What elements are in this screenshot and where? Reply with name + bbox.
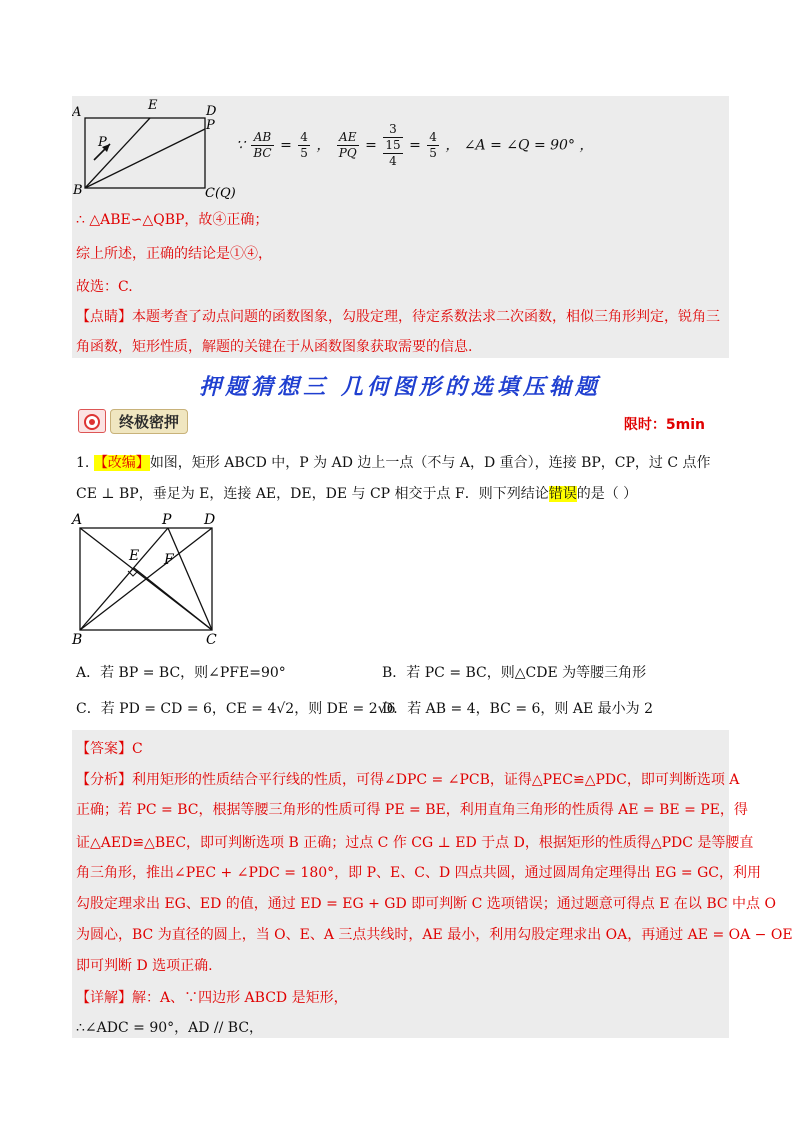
comment-line-2: 角函数，矩形性质，解题的关键在于从函数图象获取需要的信息. xyxy=(76,339,473,355)
qlabel-A: A xyxy=(72,512,83,528)
detail-line-2: ∴∠ADC = 90°，AD // BC， xyxy=(76,1020,264,1036)
analysis-line-1: 【分析】利用矩形的性质结合平行线的性质，可得∠DPC = ∠PCB，证得△PEC≌△PDC，即可判断选项 A xyxy=(76,772,740,788)
fraction-3-15-4: 3 15 4 xyxy=(385,122,401,168)
time-limit: 限时：5min xyxy=(623,417,705,433)
analysis-line-2: 正确；若 PC = BC，根据等腰三角形的性质可得 PE = BE，利用直角三角形的性质得 AE = BE = PE，得 xyxy=(76,802,748,818)
option-a[interactable]: A．若 BP = BC，则∠PFE=90° xyxy=(76,665,286,681)
section-badge xyxy=(78,408,188,434)
question-number: 1. xyxy=(76,455,90,471)
detail-tag: 【详解】 xyxy=(76,990,132,1006)
conclusion-line-3: 故选：C. xyxy=(76,279,133,295)
analysis-line-3: 证△AED≌△BEC，即可判断选项 B 正确；过点 C 作 CG ⊥ ED 于点 D，根据矩形的性质得△PDC 是等腰直 xyxy=(76,835,754,851)
qlabel-D: D xyxy=(204,512,216,528)
option-d[interactable]: D．若 AB = 4，BC = 6，则 AE 最小为 2 xyxy=(382,701,653,717)
label-CQ: C(Q) xyxy=(205,186,236,201)
section-title: 押题猜想三 几何图形的选填压轴题 xyxy=(199,375,601,400)
label-P-right: P xyxy=(206,118,215,133)
analysis-line-5: 勾股定理求出 EG、ED 的值，通过 ED = EG + GD 即可判断 C 选项错误；通过题意可得点 E 在以 BC 中点 O xyxy=(76,896,776,912)
label-B: B xyxy=(73,183,83,198)
top-rectangle-figure xyxy=(72,96,242,206)
question-figure xyxy=(70,508,230,648)
fraction-4-5-b: $\frac{4}{5}$ xyxy=(429,130,437,160)
question-line-1: 1. 【改编】如图，矩形 ABCD 中，P 为 AD 边上一点（不与 A，D 重合），连接 BP，CP，过 C 点作 xyxy=(76,455,711,471)
label-E: E xyxy=(148,98,158,113)
fraction-ae-pq: $\frac{AE}{PQ}$ xyxy=(338,130,357,160)
qlabel-P: P xyxy=(162,512,172,528)
analysis-line-7: 即可判断 D 选项正确. xyxy=(76,958,213,974)
target-icon xyxy=(78,409,106,433)
ratio-equation: ∵ $\frac{AB}{BC}$ = $\frac{4}{5}$ ， $\frac{AE}{PQ}$ = 3 15 4 = $\frac{4}{5}$ ， ∠A = ∠Q = 90° ， xyxy=(236,122,594,168)
qlabel-E: E xyxy=(129,548,140,564)
qlabel-B: B xyxy=(72,632,83,648)
comment-line-1: 【点睛】本题考查了动点问题的函数图象，勾股定理，待定系数法求二次函数，相似三角形判定，锐角三 xyxy=(76,309,720,325)
analysis-tag: 【分析】 xyxy=(76,772,132,788)
highlight-wrong: 错误 xyxy=(548,486,577,502)
badge-label: 终极密押 xyxy=(110,409,188,434)
label-D: D xyxy=(206,104,217,119)
answer-tag: 【答案】 xyxy=(76,741,132,757)
qlabel-C: C xyxy=(206,632,217,648)
question-tag: 【改编】 xyxy=(93,455,150,471)
fraction-4-5: $\frac{4}{5}$ xyxy=(300,130,308,160)
analysis-line-4: 角三角形，推出∠PEC + ∠PDC = 180°，即 P、E、C、D 四点共圆，通过圆周角定理得出 EG = GC，利用 xyxy=(76,865,762,881)
qlabel-F: F xyxy=(164,552,174,568)
option-b[interactable]: B．若 PC = BC，则△CDE 为等腰三角形 xyxy=(382,665,647,681)
detail-line-1: 【详解】解：A、∵四边形 ABCD 是矩形， xyxy=(76,990,348,1006)
label-A: A xyxy=(72,105,82,120)
angle-equality: ∠A = ∠Q = 90° xyxy=(463,137,575,154)
comment-tag: 【点睛】 xyxy=(76,309,132,325)
answer-value: C xyxy=(132,741,143,757)
option-c[interactable]: C．若 PD = CD = 6，CE = 4√2，则 DE = 2√6 xyxy=(76,701,396,717)
answer-line xyxy=(76,738,143,758)
conclusion-line-2: 综上所述，正确的结论是①④， xyxy=(76,246,272,262)
because-symbol: ∵ xyxy=(236,137,245,154)
fraction-ab-bc: $\frac{AB}{BC}$ xyxy=(253,130,272,160)
question-line-2: CE ⊥ BP，垂足为 E，连接 AE，DE，DE 与 CP 相交于点 F．则下列结论错误的是（ ） xyxy=(76,486,638,502)
conclusion-line-1: ∴ △ABE∽△QBP，故④正确； xyxy=(76,212,269,228)
label-P: P xyxy=(98,135,107,150)
analysis-line-6: 为圆心，BC 为直径的圆上，当 O、E、A 三点共线时，AE 最小，利用勾股定理求出 OA，再通过 AE = OA − OE xyxy=(76,927,793,943)
